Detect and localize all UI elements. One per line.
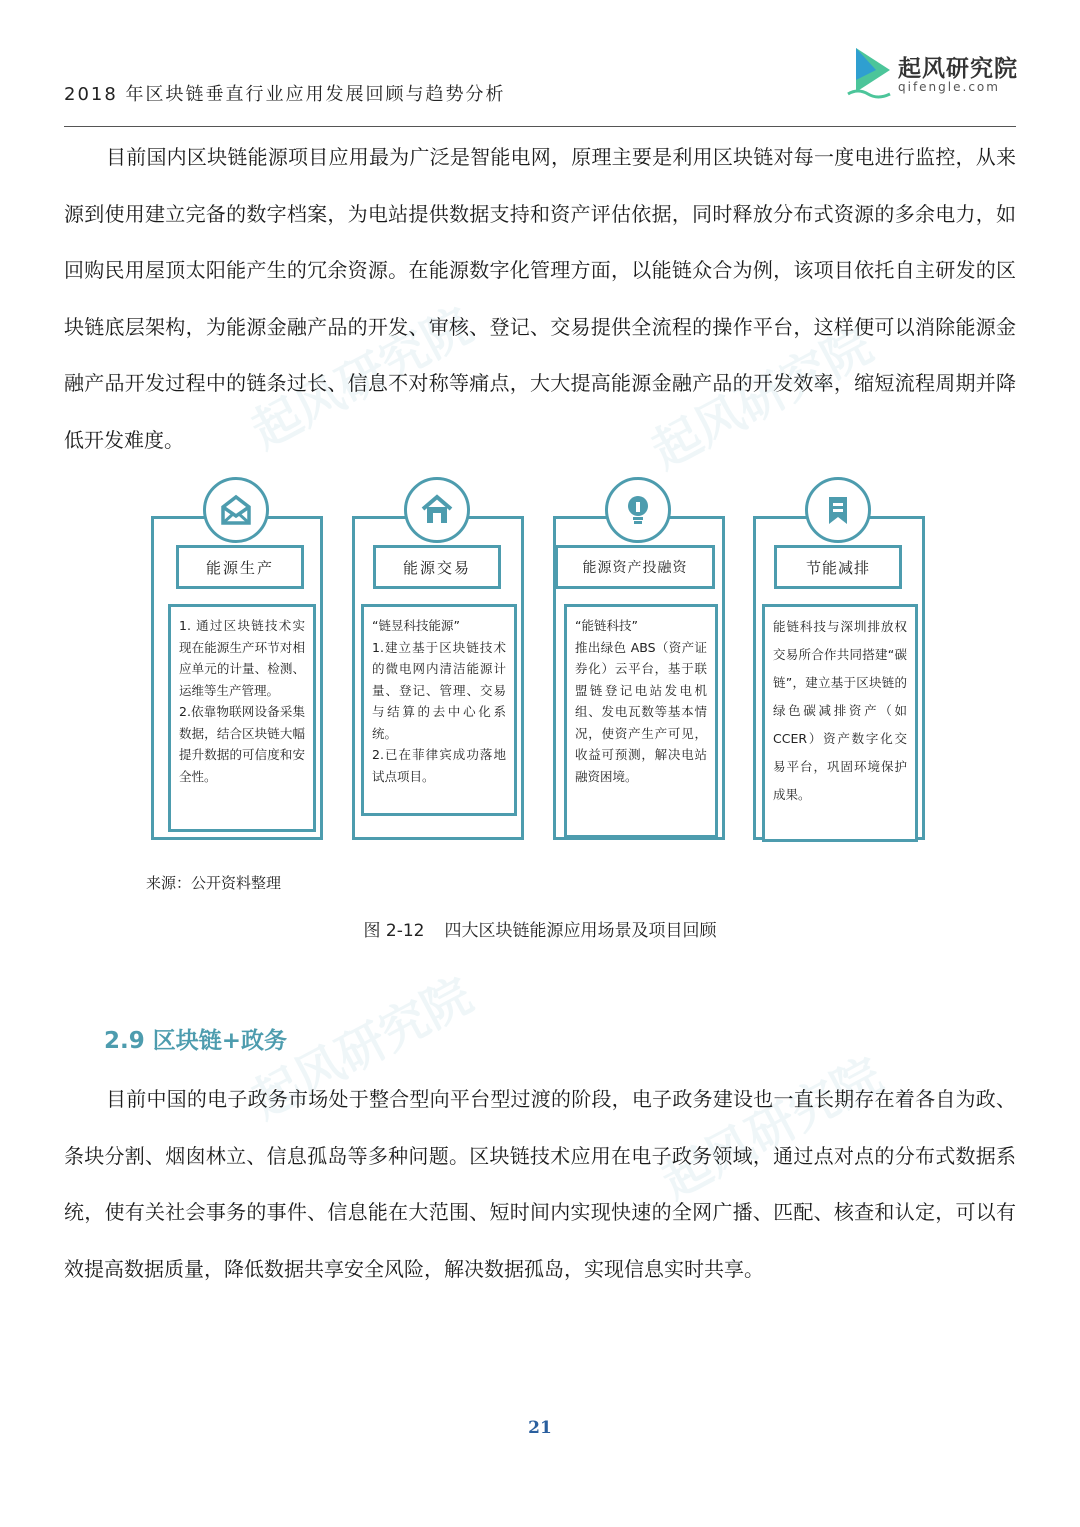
- column-label: 能源交易: [373, 545, 501, 589]
- watermark: 起风研究院: [243, 297, 482, 460]
- mail-icon: [203, 477, 269, 543]
- caption-text: 四大区块链能源应用场景及项目回顾: [444, 921, 717, 941]
- figure-column: [548, 470, 728, 870]
- bookmark-icon: [805, 477, 871, 543]
- figure-column: [748, 470, 928, 870]
- watermark: 起风研究院: [643, 317, 882, 480]
- figure-energy-scenarios: [146, 470, 936, 870]
- column-label: 能源资产投融资: [555, 545, 715, 589]
- figure-column: [146, 470, 326, 870]
- logo-name: 起风研究院: [898, 56, 1018, 82]
- figure-source: 来源：公开资料整理: [146, 874, 282, 892]
- column-body: 1. 通过区块链技术实现在能源生产环节对相应单元的计量、检测、运维等生产管理。 2.依靠物联网设备采集数据，结合区块链大幅提升数据的可信度和安全性。: [168, 604, 316, 832]
- section-heading: 2.9 区块链+政务: [104, 1028, 288, 1054]
- document-title: 2018 年区块链垂直行业应用发展回顾与趋势分析: [64, 84, 506, 105]
- body-paragraph: 目前国内区块链能源项目应用最为广泛是智能电网，原理主要是利用区块链对每一度电进行监控，从来源到使用建立完备的数字档案，为电站提供数据支持和资产评估依据，同时释放分布式资源的多余电力，如回购民用屋顶太阳能产生的冗余资源。在能源数字化管理方面，以能链众合为例，该项目依托自主研发的区块链底层架构，为能源金融产品的开发、审核、登记、交易提供全流程的操作平台，这样便可以消除能源金融产品开发过程中的链条过长、信息不对称等痛点，大大提高能源金融产品的开发效率，缩短流程周期并降低开发难度。: [64, 145, 1016, 452]
- column-body: “能链科技” 推出绿色 ABS（资产证券化）云平台，基于联盟链登记电站发电机组、发电瓦数等基本情况，使资产生产可见，收益可预测，解决电站融资困境。: [564, 604, 718, 838]
- column-body: “链昱科技能源” 1.建立基于区块链技术的微电网内清洁能源计量、登记、管理、交易与结算的去中心化系统。 2.已在菲律宾成功落地试点项目。: [361, 604, 517, 816]
- column-body: 能链科技与深圳排放权交易所合作共同搭建“碳链”，建立基于区块链的绿色碳减排资产（如 CCER）资产数字化交易平台，巩固环境保护成果。: [762, 604, 918, 842]
- logo: [846, 42, 1026, 102]
- page-number: 21: [528, 1418, 552, 1438]
- watermark: 起风研究院: [653, 1047, 892, 1210]
- caption-number: 图 2-12: [363, 921, 425, 941]
- figure-column: [347, 470, 527, 870]
- column-label: 节能减排: [774, 545, 902, 589]
- figure-caption: [0, 916, 1080, 941]
- house-icon: [404, 477, 470, 543]
- lightbulb-icon: [605, 477, 671, 543]
- logo-mark-icon: [846, 44, 894, 100]
- header-divider: [64, 126, 1016, 127]
- body-paragraph: 目前中国的电子政务市场处于整合型向平台型过渡的阶段，电子政务建设也一直长期存在着各自为政、条块分割、烟囱林立、信息孤岛等多种问题。区块链技术应用在电子政务领域，通过点对点的分布式数据系统，使有关社会事务的事件、信息能在大范围、短时间内实现快速的全网广播、匹配、核查和认定，可以有效提高数据质量，降低数据共享安全风险，解决数据孤岛，实现信息实时共享。: [64, 1087, 1016, 1281]
- watermark: 起风研究院: [243, 967, 482, 1130]
- logo-domain: qifengle.com: [898, 80, 1000, 94]
- column-label: 能源生产: [176, 545, 304, 589]
